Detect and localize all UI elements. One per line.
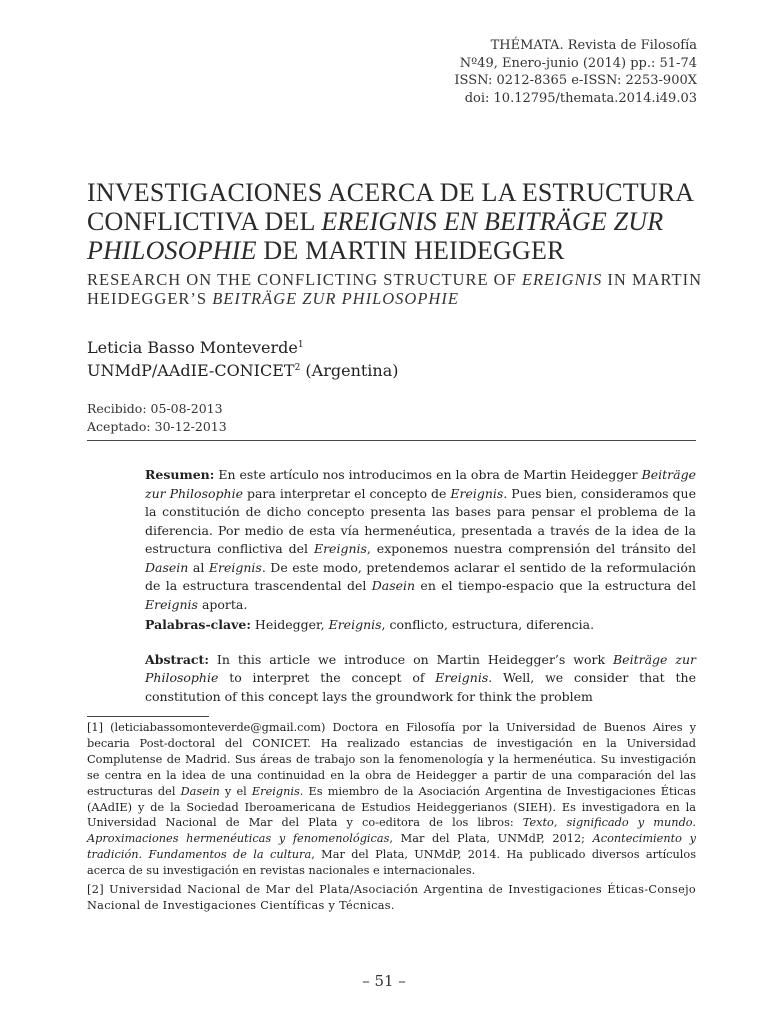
journal-issue: Nº49, Enero-junio (2014) pp.: 51-74 bbox=[459, 55, 697, 71]
resumen-italic: Ereignis bbox=[208, 559, 262, 575]
keywords-text: , conflicto, estructura, diferencia. bbox=[381, 617, 595, 632]
footnote-text: , Mar del Plata, UNMdP, 2014. Ha publicado diversos artículos acerca de su investigación en revistas nacionales e internacionales. bbox=[87, 848, 696, 878]
header-divider bbox=[87, 440, 696, 441]
author-affiliation: UNMdP/AAdIE-CONICET bbox=[87, 361, 295, 380]
subtitle-italic-2: BEITRÄGE ZUR PHILOSOPHIE bbox=[212, 289, 459, 308]
journal-name: THÉMATA. Revista de Filosofía bbox=[490, 38, 697, 53]
footnote-text: , Mar del Plata, UNMdP, 2012; bbox=[389, 832, 593, 846]
abstract-text: to interpret the concept of bbox=[218, 670, 436, 685]
author-block bbox=[87, 336, 399, 382]
keywords-paragraph bbox=[145, 616, 696, 635]
footnote-text: [1] (leticiabassomonteverde@gmail.com) Doctora en Filosofía por la Universidad de Buenos Aires y becaria Post-doctoral del CONICET. Ha realizado estancias de investigación en la Universidad Complutense de Madrid. Sus áreas de trabajo son la fenomenología y la hermenéutica. Su investigación se centra en la idea de una continuidad en la obra de Heidegger a partir de una comparación del las estructuras del bbox=[87, 721, 696, 798]
page-number: – 51 – bbox=[362, 972, 406, 990]
author-name: Leticia Basso Monteverde bbox=[87, 338, 298, 357]
resumen-italic: Ereignis bbox=[450, 485, 504, 501]
abstract-italic: Ereignis bbox=[435, 670, 489, 685]
footnote-divider bbox=[87, 716, 209, 717]
abstract-english-paragraph bbox=[145, 651, 696, 707]
resumen-label: Resumen: bbox=[145, 467, 215, 482]
journal-header bbox=[454, 37, 697, 107]
footnote-italic: Ereignis bbox=[251, 784, 300, 798]
dates-block bbox=[87, 400, 227, 435]
resumen-italic: Dasein bbox=[371, 578, 416, 593]
footnote-2: [2] Universidad Nacional de Mar del Plata/Asociación Argentina de Investigaciones Éticas-Consejo Nacional de Investigaciones Científicas y Técnicas. bbox=[87, 883, 696, 912]
footnote-italic: Acontecimiento y tradición. Fundamentos de la cultura bbox=[87, 832, 696, 862]
date-accepted: Aceptado: 30-12-2013 bbox=[87, 418, 227, 434]
abstract-italic: Beiträge zur Philosophie bbox=[145, 651, 696, 685]
keywords-italic: Ereignis bbox=[328, 617, 382, 632]
title-part-1: INVESTIGACIONES ACERCA DE LA ESTRUCTURA CONFLICTIVA DEL bbox=[87, 178, 693, 236]
footnote-italic: Texto, significado y mundo. Aproximaciones hermenéuticas y fenomenológicas bbox=[87, 816, 696, 846]
date-received: Recibido: 05-08-2013 bbox=[87, 401, 223, 416]
resumen-text: , exponemos nuestra comprensión del tránsito del bbox=[366, 541, 696, 556]
abstract-block bbox=[145, 466, 696, 706]
subtitle-part-1: RESEARCH ON THE CONFLICTING STRUCTURE OF bbox=[87, 270, 522, 289]
resumen-italic: Ereignis bbox=[313, 541, 367, 556]
abstract-text: In this article we introduce on Martin Heidegger’s work bbox=[208, 651, 613, 667]
footnote-1 bbox=[87, 720, 696, 879]
footnote-text: y el bbox=[219, 784, 252, 798]
keywords-text: Heidegger, bbox=[250, 617, 329, 632]
abstract-label: Abstract: bbox=[145, 651, 209, 667]
keywords-label: Palabras-clave: bbox=[145, 617, 251, 632]
title-part-2: DE MARTIN HEIDEGGER bbox=[256, 236, 565, 265]
resumen-italic: Beiträge zur Philosophie bbox=[145, 467, 696, 501]
author-footnote-ref[interactable]: 1 bbox=[297, 340, 304, 350]
journal-doi: doi: 10.12795/themata.2014.i49.03 bbox=[464, 90, 697, 106]
resumen-text: al bbox=[188, 559, 209, 575]
resumen-text: en el tiempo-espacio que la estructura del bbox=[415, 578, 696, 593]
footnotes-block bbox=[87, 720, 696, 914]
article-title bbox=[87, 178, 707, 265]
resumen-italic: Dasein bbox=[145, 559, 189, 575]
affiliation-footnote-ref[interactable]: 2 bbox=[294, 363, 301, 373]
resumen-italic: Ereignis bbox=[145, 596, 198, 612]
subtitle-part-2: IN MARTIN HEIDEGGER’S bbox=[87, 270, 703, 308]
footnote-text: . Es miembro de la Asociación Argentina de Investigaciones Éticas (AAdIE) y de la Sociedad Iberoamericana de Estudios Heideggerianos (SIEH). Es investigadora en la Universidad Nacional de Mar del Plata y co-editora de los libros: bbox=[87, 784, 696, 830]
resumen-paragraph bbox=[145, 466, 696, 614]
article-subtitle bbox=[87, 270, 707, 308]
resumen-text: . Pues bien, consideramos que la constitución de dicho concepto presenta las bases para pensar el problema de la diferencia. Por medio de esta vía hermenéutica, presentada a través de la idea de la estructura conflictiva del bbox=[145, 485, 696, 556]
resumen-text: . De este modo, pretendemos aclarar el sentido de la reformulación de la estructura trascendental del bbox=[145, 559, 696, 593]
resumen-text: para interpretar el concepto de bbox=[242, 485, 451, 501]
journal-issn: ISSN: 0212-8365 e-ISSN: 2253-900X bbox=[454, 73, 697, 88]
resumen-text: En este artículo nos introducimos en la obra de Martin Heidegger bbox=[214, 467, 642, 482]
author-country: (Argentina) bbox=[300, 361, 399, 380]
subtitle-italic-1: EREIGNIS bbox=[521, 270, 603, 289]
abstract-text: . Well, we consider that the constitution of this concept lays the groundwork for think the problem bbox=[145, 670, 696, 704]
title-italic: EREIGNIS EN BEITRÄGE ZUR PHILOSOPHIE bbox=[87, 207, 664, 265]
resumen-text: aporta. bbox=[197, 596, 248, 612]
footnote-italic: Dasein bbox=[180, 784, 220, 798]
